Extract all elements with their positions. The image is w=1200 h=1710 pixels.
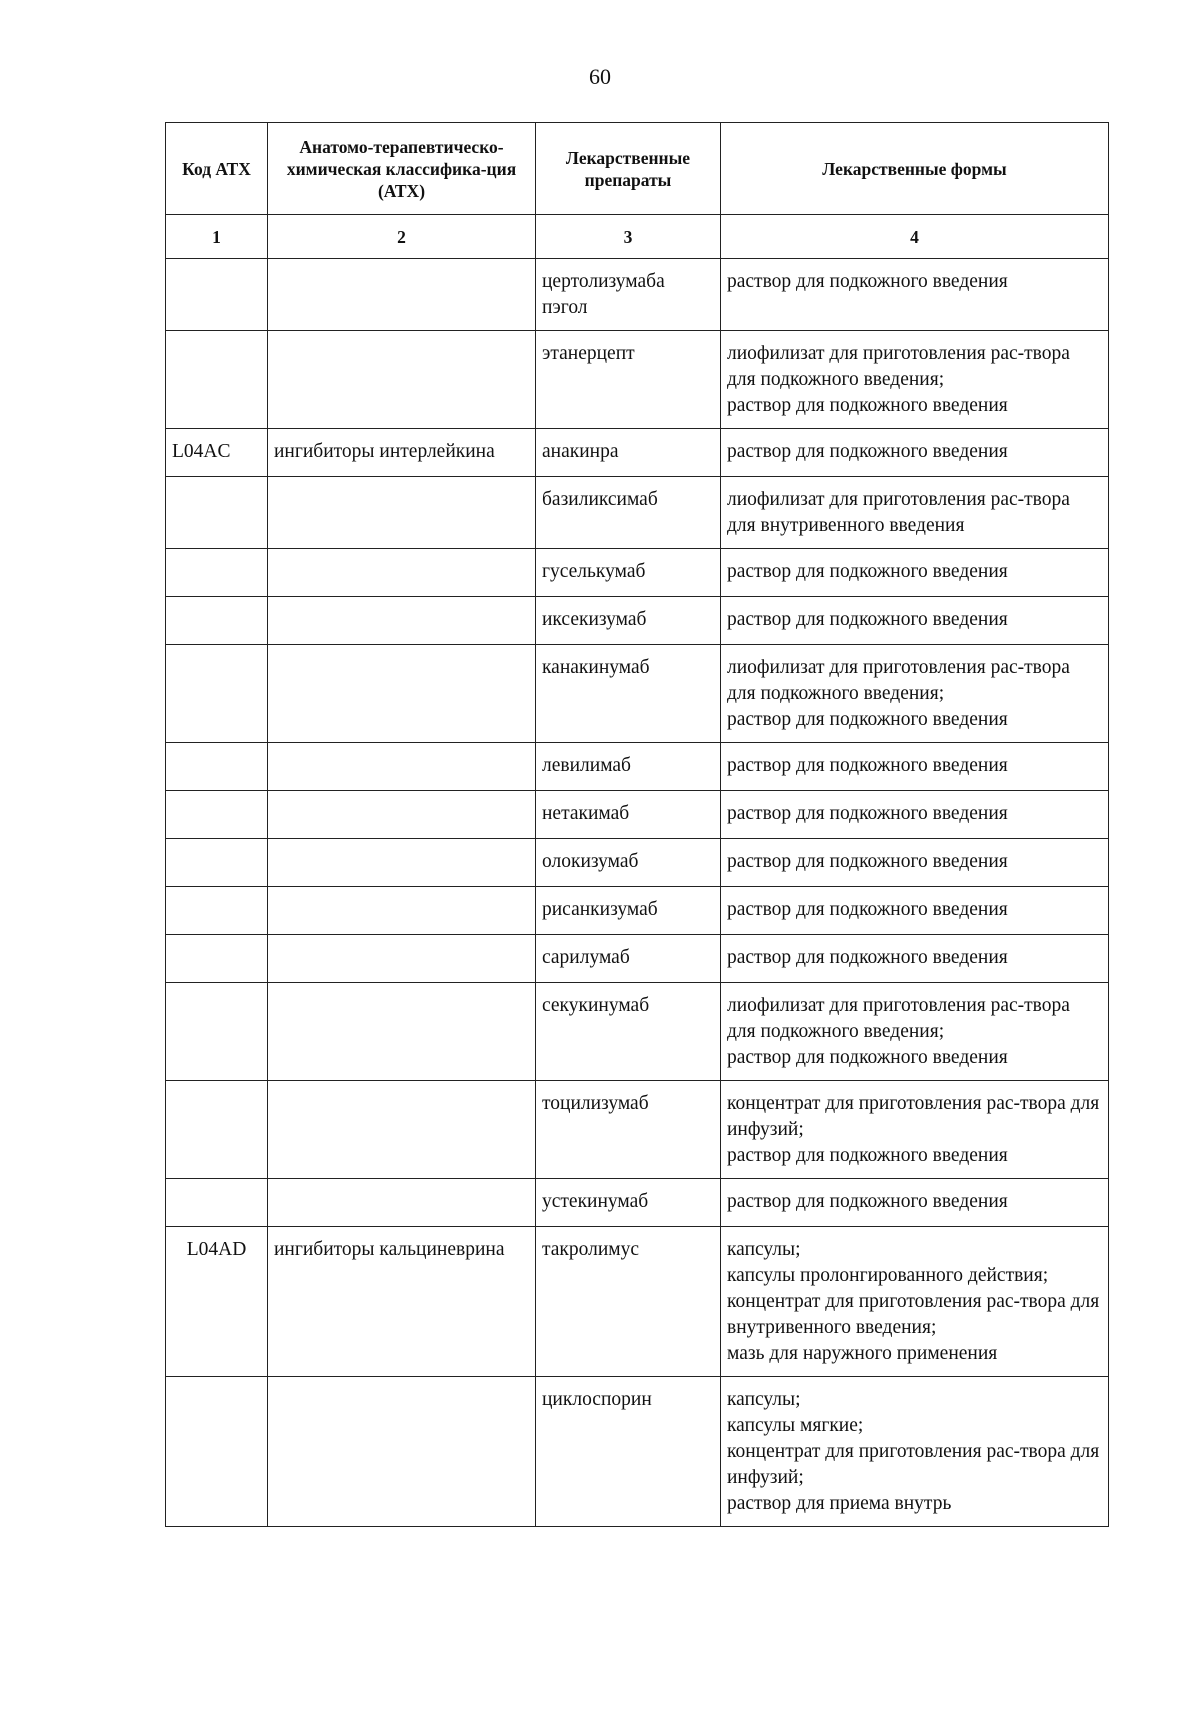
table-row xyxy=(166,259,1109,331)
atx-code-cell: L04AD xyxy=(166,1227,268,1377)
table-row xyxy=(166,549,1109,597)
dosage-forms-cell: лиофилизат для приготовления рас-твора для внутривенного введения xyxy=(721,477,1109,549)
dosage-forms-cell: раствор для подкожного введения xyxy=(721,935,1109,983)
drug-cell: анакинра xyxy=(536,429,721,477)
atx-code-cell xyxy=(166,1081,268,1179)
atx-code-cell xyxy=(166,839,268,887)
drug-cell: нетакимаб xyxy=(536,791,721,839)
drug-cell: базиликсимаб xyxy=(536,477,721,549)
table-row xyxy=(166,1179,1109,1227)
atx-class-cell xyxy=(268,259,536,331)
header-dosage-forms: Лекарственные формы xyxy=(721,123,1109,215)
atx-class-cell xyxy=(268,791,536,839)
atx-code-cell xyxy=(166,791,268,839)
atx-code-cell xyxy=(166,983,268,1081)
atx-class-cell xyxy=(268,645,536,743)
dosage-forms-cell: раствор для подкожного введения xyxy=(721,791,1109,839)
atx-class-cell xyxy=(268,1377,536,1527)
column-number: 3 xyxy=(536,215,721,259)
atx-code-cell xyxy=(166,597,268,645)
table-row xyxy=(166,645,1109,743)
table-row xyxy=(166,935,1109,983)
atx-table xyxy=(165,122,1109,1527)
table-row xyxy=(166,477,1109,549)
drug-cell: такролимус xyxy=(536,1227,721,1377)
table-row xyxy=(166,1227,1109,1377)
dosage-forms-cell: лиофилизат для приготовления рас-твора для подкожного введения; раствор для подкожного введения xyxy=(721,645,1109,743)
dosage-forms-cell: раствор для подкожного введения xyxy=(721,743,1109,791)
atx-code-cell xyxy=(166,477,268,549)
table-row xyxy=(166,1377,1109,1527)
table-row xyxy=(166,887,1109,935)
atx-code-cell xyxy=(166,645,268,743)
header-row xyxy=(166,123,1109,215)
atx-code-cell xyxy=(166,887,268,935)
dosage-forms-cell: раствор для подкожного введения xyxy=(721,429,1109,477)
dosage-forms-cell: лиофилизат для приготовления рас-твора для подкожного введения; раствор для подкожного введения xyxy=(721,983,1109,1081)
atx-class-cell xyxy=(268,1179,536,1227)
drug-cell: секукинумаб xyxy=(536,983,721,1081)
table-row xyxy=(166,597,1109,645)
header-atx-code: Код АТХ xyxy=(166,123,268,215)
atx-code-cell xyxy=(166,1179,268,1227)
header-atx-classification: Анатомо-терапевтическо-химическая классифика-ция (АТХ) xyxy=(268,123,536,215)
table-row xyxy=(166,983,1109,1081)
table-row xyxy=(166,791,1109,839)
column-number: 2 xyxy=(268,215,536,259)
column-number: 1 xyxy=(166,215,268,259)
page-number: 60 xyxy=(589,64,611,89)
atx-class-cell: ингибиторы интерлейкина xyxy=(268,429,536,477)
drug-cell: рисанкизумаб xyxy=(536,887,721,935)
table-row xyxy=(166,743,1109,791)
column-number: 4 xyxy=(721,215,1109,259)
atx-code-cell: L04AC xyxy=(166,429,268,477)
dosage-forms-cell: раствор для подкожного введения xyxy=(721,259,1109,331)
drug-cell: гуселькумаб xyxy=(536,549,721,597)
drug-cell: этанерцепт xyxy=(536,331,721,429)
atx-class-cell xyxy=(268,1081,536,1179)
dosage-forms-cell: раствор для подкожного введения xyxy=(721,839,1109,887)
dosage-forms-cell: раствор для подкожного введения xyxy=(721,1179,1109,1227)
atx-class-cell xyxy=(268,549,536,597)
drug-cell: тоцилизумаб xyxy=(536,1081,721,1179)
drug-cell: левилимаб xyxy=(536,743,721,791)
dosage-forms-cell: лиофилизат для приготовления рас-твора для подкожного введения; раствор для подкожного введения xyxy=(721,331,1109,429)
drug-cell: сарилумаб xyxy=(536,935,721,983)
dosage-forms-cell: капсулы; капсулы пролонгированного действия; концентрат для приготовления рас-твора для внутривенного введения; мазь для наружного применения xyxy=(721,1227,1109,1377)
dosage-forms-cell: раствор для подкожного введения xyxy=(721,597,1109,645)
atx-class-cell xyxy=(268,597,536,645)
atx-class-cell xyxy=(268,477,536,549)
atx-class-cell xyxy=(268,983,536,1081)
atx-code-cell xyxy=(166,935,268,983)
dosage-forms-cell: концентрат для приготовления рас-твора для инфузий; раствор для подкожного введения xyxy=(721,1081,1109,1179)
atx-class-cell: ингибиторы кальциневрина xyxy=(268,1227,536,1377)
atx-class-cell xyxy=(268,887,536,935)
drug-cell: цертолизумаба пэгол xyxy=(536,259,721,331)
drug-cell: устекинумаб xyxy=(536,1179,721,1227)
atx-code-cell xyxy=(166,259,268,331)
header-drugs: Лекарственные препараты xyxy=(536,123,721,215)
drug-cell: циклоспорин xyxy=(536,1377,721,1527)
atx-code-cell xyxy=(166,743,268,791)
atx-class-cell xyxy=(268,743,536,791)
atx-class-cell xyxy=(268,935,536,983)
column-number-row xyxy=(166,215,1109,259)
dosage-forms-cell: раствор для подкожного введения xyxy=(721,549,1109,597)
table-row xyxy=(166,331,1109,429)
atx-code-cell xyxy=(166,331,268,429)
table-row xyxy=(166,429,1109,477)
drug-cell: канакинумаб xyxy=(536,645,721,743)
dosage-forms-cell: капсулы; капсулы мягкие; концентрат для приготовления рас-твора для инфузий; раствор для приема внутрь xyxy=(721,1377,1109,1527)
dosage-forms-cell: раствор для подкожного введения xyxy=(721,887,1109,935)
atx-class-cell xyxy=(268,331,536,429)
drug-cell: олокизумаб xyxy=(536,839,721,887)
table-row xyxy=(166,1081,1109,1179)
atx-code-cell xyxy=(166,1377,268,1527)
atx-class-cell xyxy=(268,839,536,887)
drug-cell: иксекизумаб xyxy=(536,597,721,645)
atx-code-cell xyxy=(166,549,268,597)
table-row xyxy=(166,839,1109,887)
